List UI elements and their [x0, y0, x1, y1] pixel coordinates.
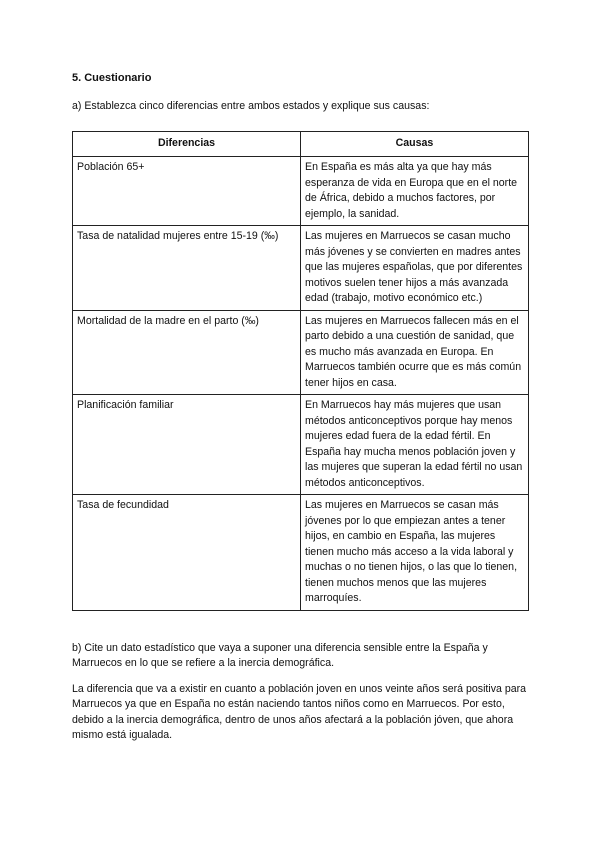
causa-cell: Las mujeres en Marruecos se casan más jóvenes por lo que empiezan antes a tener hijos, en cambio en España, las mujeres tienen mucho más acceso a la vida laboral y muchas o no tienen hijos, o las que lo tienen, tienen muchos menos que las mujeres marroquíes.: [301, 495, 529, 611]
answer-b: La diferencia que va a existir en cuanto a población joven en unos veinte años será positiva para Marruecos ya que en España no están naciendo tantos niños como en Marruecos. Por esto, debido a la inercia demográfica, dentro de unos años afectará a la población jóven, que ahora mismo está igualada.: [72, 682, 527, 741]
diferencia-cell: Población 65+: [73, 157, 301, 226]
table-row: [73, 495, 529, 611]
causa-cell: Las mujeres en Marruecos se casan mucho más jóvenes y se convierten en madres antes que las mujeres españolas, que por diferentes motivos suelen tener hijos a más avanzada edad (trabajo, motivo económico etc.): [301, 226, 529, 311]
table-row: [73, 395, 529, 495]
diferencia-cell: Tasa de fecundidad: [73, 495, 301, 611]
question-b: b) Cite un dato estadístico que vaya a suponer una diferencia sensible entre la España y Marruecos en lo que se refiere a la inercia demográfica.: [72, 641, 488, 669]
table-header-row: [73, 132, 529, 157]
diferencia-cell: Mortalidad de la madre en el parto (‰): [73, 310, 301, 395]
question-a: a) Establezca cinco diferencias entre ambos estados y explique sus causas:: [72, 100, 430, 112]
causa-cell: En Marruecos hay más mujeres que usan métodos anticonceptivos porque hay menos mujeres edad fuera de la edad fértil. En España hay mucha menos población joven y las mujeres que superan la edad fértil no usan métodos anticonceptivos.: [301, 395, 529, 495]
table-row: [73, 226, 529, 311]
section-title: 5. Cuestionario: [72, 72, 152, 84]
causa-cell: En España es más alta ya que hay más esperanza de vida en Europa que en el norte de África, debido a muchos factores, por ejemplo, la sanidad.: [301, 157, 529, 226]
differences-table: [72, 131, 529, 611]
table-row: [73, 157, 529, 226]
header-diferencias: Diferencias: [73, 132, 301, 157]
diferencia-cell: Planificación familiar: [73, 395, 301, 495]
header-causas: Causas: [301, 132, 529, 157]
diferencia-cell: Tasa de natalidad mujeres entre 15-19 (‰): [73, 226, 301, 311]
causa-cell: Las mujeres en Marruecos fallecen más en el parto debido a una cuestión de sanidad, que es mucho más avanzada en Europa. En Marruecos también ocurre que es más común tener hijos en casa.: [301, 310, 529, 395]
table-row: [73, 310, 529, 395]
